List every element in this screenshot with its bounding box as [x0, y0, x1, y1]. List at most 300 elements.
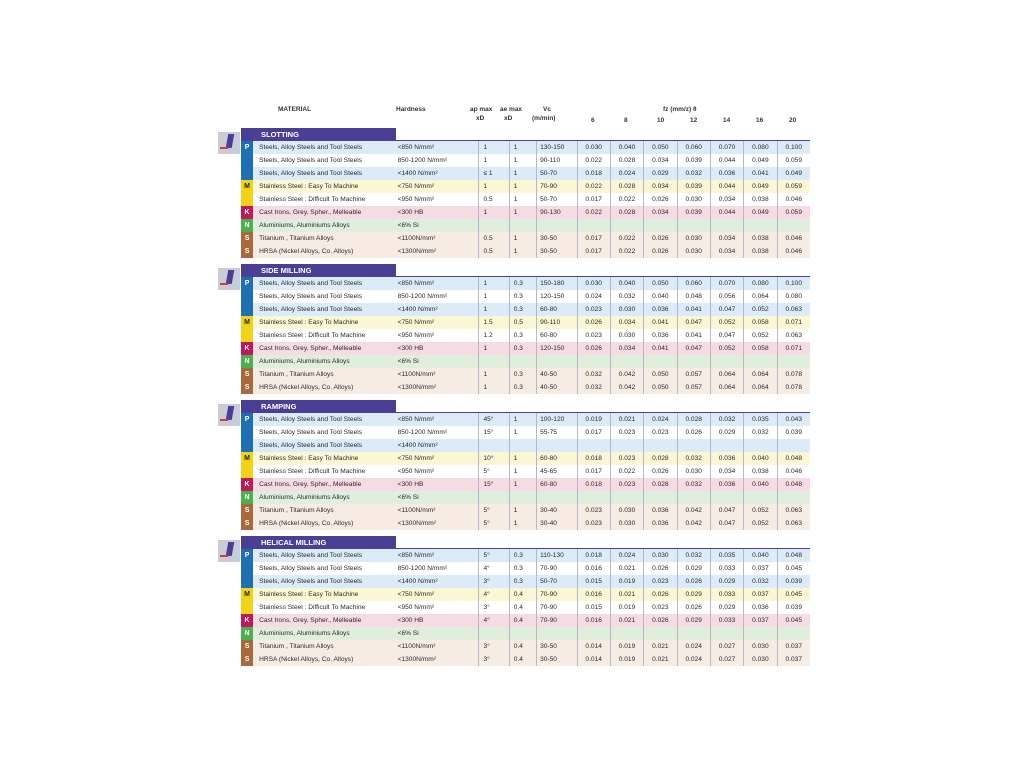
- fz-cell: 0.030: [610, 504, 643, 517]
- material-cell: Titanium , Titanium Alloys: [253, 368, 393, 381]
- hardness-cell: <750 N/mm²: [394, 588, 479, 601]
- fz-cell: [777, 627, 810, 640]
- hardness-cell: <1100N/mm²: [394, 504, 479, 517]
- fz-cell: 0.063: [777, 504, 810, 517]
- material-class-badge: P: [241, 277, 253, 290]
- table-row: [241, 426, 810, 439]
- fz-cell: 0.018: [577, 452, 610, 465]
- ae-max-cell: 1: [509, 426, 536, 439]
- section-title: SLOTTING: [241, 128, 396, 141]
- ae-max-cell: 1: [509, 504, 536, 517]
- table-row: [241, 180, 810, 193]
- fz-cell: 0.021: [644, 640, 677, 653]
- material-class-badge: N: [241, 627, 253, 640]
- fz-cell: [610, 439, 643, 452]
- table-row: [241, 219, 810, 232]
- vc-cell: 50-70: [537, 575, 577, 588]
- fz-cell: 0.032: [577, 381, 610, 394]
- fz-cell: 0.021: [610, 562, 643, 575]
- fz-cell: 0.040: [644, 290, 677, 303]
- fz-cell: 0.016: [577, 614, 610, 627]
- fz-cell: 0.064: [744, 290, 777, 303]
- vc-cell: 70-90: [537, 601, 577, 614]
- header-fz-col: 12: [690, 117, 698, 124]
- section-title: HELICAL MILLING: [241, 536, 396, 549]
- fz-cell: [710, 627, 743, 640]
- fz-cell: 0.041: [744, 167, 777, 180]
- fz-cell: 0.042: [677, 504, 710, 517]
- vc-cell: 40-50: [537, 368, 577, 381]
- hardness-cell: 850-1200 N/mm²: [394, 562, 479, 575]
- header-ap-unit: xD: [476, 115, 485, 122]
- fz-cell: 0.064: [710, 368, 743, 381]
- table-row: [241, 465, 810, 478]
- table-row: [241, 478, 810, 491]
- fz-cell: 0.060: [677, 277, 710, 290]
- table-header: [218, 102, 810, 128]
- hardness-cell: <750 N/mm²: [394, 452, 479, 465]
- fz-cell: 0.049: [744, 180, 777, 193]
- header-vc-unit: (m/min): [532, 115, 556, 122]
- fz-cell: 0.029: [677, 562, 710, 575]
- fz-cell: 0.039: [777, 426, 810, 439]
- fz-cell: [744, 439, 777, 452]
- ae-max-cell: 0.4: [509, 601, 536, 614]
- ae-max-cell: 1: [509, 517, 536, 530]
- ae-max-cell: 0.3: [509, 575, 536, 588]
- fz-cell: 0.026: [644, 232, 677, 245]
- material-class-badge: [241, 167, 253, 180]
- table-row: [241, 154, 810, 167]
- hardness-cell: <6% Si: [394, 627, 479, 640]
- fz-cell: 0.015: [577, 601, 610, 614]
- material-class-badge: [241, 601, 253, 614]
- table-row: [241, 549, 810, 562]
- vc-cell: 30-50: [537, 245, 577, 258]
- vc-cell: 70-90: [537, 562, 577, 575]
- ae-max-cell: 0.3: [509, 342, 536, 355]
- material-cell: Titanium , Titanium Alloys: [253, 504, 393, 517]
- material-class-badge: [241, 465, 253, 478]
- fz-cell: [744, 219, 777, 232]
- fz-cell: 0.019: [610, 575, 643, 588]
- fz-cell: [677, 491, 710, 504]
- fz-cell: 0.028: [644, 452, 677, 465]
- fz-cell: 0.052: [710, 316, 743, 329]
- material-cell: Stainless Steel : Difficult To Machine: [253, 601, 393, 614]
- fz-cell: [777, 355, 810, 368]
- material-cell: Cast Irons, Grey, Spher., Melleable: [253, 478, 393, 491]
- vc-cell: 90-110: [537, 154, 577, 167]
- ae-max-cell: 1: [509, 180, 536, 193]
- material-cell: Stainless Steel : Difficult To Machine: [253, 193, 393, 206]
- material-class-badge: K: [241, 614, 253, 627]
- fz-cell: 0.038: [744, 245, 777, 258]
- material-class-badge: [241, 426, 253, 439]
- fz-cell: 0.034: [710, 232, 743, 245]
- table-row: [241, 601, 810, 614]
- header-fz-col: 6: [591, 117, 595, 124]
- ap-max-cell: 5°: [479, 465, 509, 478]
- ap-max-cell: 3°: [479, 653, 509, 666]
- fz-cell: 0.017: [577, 465, 610, 478]
- fz-cell: 0.026: [677, 575, 710, 588]
- material-cell: Steels, Alloy Steels and Tool Steels: [253, 413, 393, 426]
- section-helical-milling: [218, 536, 810, 672]
- table-row: [241, 504, 810, 517]
- table-row: [241, 277, 810, 290]
- ap-max-cell: [479, 355, 509, 368]
- fz-cell: [610, 219, 643, 232]
- ap-max-cell: 15°: [479, 426, 509, 439]
- fz-cell: 0.070: [710, 141, 743, 154]
- fz-cell: [610, 355, 643, 368]
- ap-max-cell: 3°: [479, 601, 509, 614]
- fz-cell: 0.021: [644, 653, 677, 666]
- fz-cell: [577, 355, 610, 368]
- ap-max-cell: 1: [479, 303, 509, 316]
- fz-cell: [710, 219, 743, 232]
- vc-cell: 30-50: [537, 653, 577, 666]
- fz-cell: 0.032: [710, 413, 743, 426]
- fz-cell: 0.032: [677, 549, 710, 562]
- fz-cell: 0.019: [577, 413, 610, 426]
- fz-cell: 0.036: [644, 504, 677, 517]
- fz-cell: 0.019: [610, 640, 643, 653]
- fz-cell: [710, 439, 743, 452]
- table-row: [241, 290, 810, 303]
- fz-cell: 0.078: [777, 368, 810, 381]
- hardness-cell: <1300N/mm²: [394, 245, 479, 258]
- fz-cell: [644, 219, 677, 232]
- vc-cell: 30-40: [537, 504, 577, 517]
- material-cell: HRSA (Nickel Alloys, Co. Alloys): [253, 245, 393, 258]
- fz-cell: 0.032: [577, 368, 610, 381]
- table-row: [241, 627, 810, 640]
- section-side-milling: [218, 264, 810, 400]
- fz-cell: 0.026: [644, 588, 677, 601]
- fz-cell: 0.038: [744, 232, 777, 245]
- ap-max-cell: 5°: [479, 504, 509, 517]
- fz-cell: 0.034: [610, 342, 643, 355]
- table-row: [241, 562, 810, 575]
- fz-cell: 0.017: [577, 232, 610, 245]
- fz-cell: 0.042: [610, 368, 643, 381]
- fz-cell: 0.039: [677, 154, 710, 167]
- fz-cell: 0.021: [610, 588, 643, 601]
- table-row: [241, 381, 810, 394]
- fz-cell: 0.032: [610, 290, 643, 303]
- fz-cell: 0.043: [777, 413, 810, 426]
- fz-cell: 0.050: [644, 277, 677, 290]
- fz-cell: 0.032: [677, 452, 710, 465]
- hardness-cell: 850-1200 N/mm²: [394, 426, 479, 439]
- vc-cell: 70-90: [537, 614, 577, 627]
- hardness-cell: <300 HB: [394, 206, 479, 219]
- fz-cell: 0.021: [610, 614, 643, 627]
- ap-max-cell: 0.5: [479, 245, 509, 258]
- ae-max-cell: 0.5: [509, 316, 536, 329]
- vc-cell: 30-40: [537, 517, 577, 530]
- ap-max-cell: 1: [479, 154, 509, 167]
- fz-cell: 0.041: [677, 329, 710, 342]
- material-cell: Titanium , Titanium Alloys: [253, 232, 393, 245]
- fz-cell: 0.040: [610, 277, 643, 290]
- fz-cell: 0.034: [710, 193, 743, 206]
- vc-cell: 120-150: [537, 290, 577, 303]
- ap-max-cell: 4°: [479, 562, 509, 575]
- ae-max-cell: [509, 355, 536, 368]
- fz-cell: 0.080: [744, 141, 777, 154]
- fz-cell: [744, 491, 777, 504]
- fz-cell: 0.029: [710, 575, 743, 588]
- table-row: [241, 575, 810, 588]
- hardness-cell: <1300N/mm²: [394, 653, 479, 666]
- fz-cell: 0.023: [577, 329, 610, 342]
- ae-max-cell: 0.3: [509, 549, 536, 562]
- fz-cell: 0.027: [710, 640, 743, 653]
- fz-cell: 0.018: [577, 167, 610, 180]
- fz-cell: 0.040: [610, 141, 643, 154]
- fz-cell: 0.034: [644, 154, 677, 167]
- ap-max-cell: 1: [479, 277, 509, 290]
- fz-cell: [610, 627, 643, 640]
- material-class-badge: S: [241, 381, 253, 394]
- data-table: [241, 413, 810, 530]
- fz-cell: 0.023: [644, 575, 677, 588]
- ap-max-cell: 1: [479, 290, 509, 303]
- material-class-badge: S: [241, 653, 253, 666]
- fz-cell: 0.040: [744, 452, 777, 465]
- fz-cell: 0.026: [644, 193, 677, 206]
- hardness-cell: <300 HB: [394, 342, 479, 355]
- material-cell: Aluminiums, Aluminiums Alloys: [253, 219, 393, 232]
- fz-cell: 0.046: [777, 245, 810, 258]
- fz-cell: 0.048: [777, 452, 810, 465]
- fz-cell: 0.015: [577, 575, 610, 588]
- fz-cell: 0.024: [577, 290, 610, 303]
- fz-cell: 0.047: [677, 342, 710, 355]
- hardness-cell: <1400 N/mm²: [394, 575, 479, 588]
- fz-cell: 0.044: [710, 154, 743, 167]
- ae-max-cell: 1: [509, 245, 536, 258]
- table-row: [241, 491, 810, 504]
- fz-cell: 0.036: [644, 329, 677, 342]
- fz-cell: 0.034: [644, 206, 677, 219]
- vc-cell: 130-150: [537, 141, 577, 154]
- fz-cell: 0.050: [644, 141, 677, 154]
- fz-cell: 0.030: [610, 303, 643, 316]
- material-cell: Steels, Alloy Steels and Tool Steels: [253, 549, 393, 562]
- material-class-badge: N: [241, 491, 253, 504]
- material-class-badge: K: [241, 478, 253, 491]
- table-row: [241, 614, 810, 627]
- fz-cell: 0.033: [710, 562, 743, 575]
- fz-cell: 0.048: [677, 290, 710, 303]
- section-banner: [218, 264, 810, 277]
- material-class-badge: P: [241, 413, 253, 426]
- material-cell: Titanium , Titanium Alloys: [253, 640, 393, 653]
- material-class-badge: N: [241, 219, 253, 232]
- fz-cell: 0.056: [710, 290, 743, 303]
- hardness-cell: <1300N/mm²: [394, 381, 479, 394]
- ae-max-cell: 0.4: [509, 588, 536, 601]
- material-cell: Steels, Alloy Steels and Tool Steels: [253, 439, 393, 452]
- material-class-badge: K: [241, 206, 253, 219]
- ae-max-cell: [509, 439, 536, 452]
- vc-cell: 90-110: [537, 316, 577, 329]
- fz-cell: 0.100: [777, 141, 810, 154]
- vc-cell: 55-75: [537, 426, 577, 439]
- ap-max-cell: ≤ 1: [479, 167, 509, 180]
- fz-cell: 0.022: [610, 245, 643, 258]
- vc-cell: 30-50: [537, 232, 577, 245]
- material-class-badge: [241, 575, 253, 588]
- table-row: [241, 167, 810, 180]
- table-row: [241, 245, 810, 258]
- fz-cell: 0.026: [677, 601, 710, 614]
- fz-cell: 0.034: [710, 245, 743, 258]
- fz-cell: [577, 439, 610, 452]
- fz-cell: 0.018: [577, 478, 610, 491]
- fz-cell: 0.030: [677, 193, 710, 206]
- fz-cell: 0.047: [710, 303, 743, 316]
- material-cell: Aluminiums, Aluminiums Alloys: [253, 355, 393, 368]
- fz-cell: 0.026: [677, 426, 710, 439]
- hardness-cell: <750 N/mm²: [394, 316, 479, 329]
- fz-cell: 0.044: [710, 180, 743, 193]
- ae-max-cell: [509, 627, 536, 640]
- material-cell: Steels, Alloy Steels and Tool Steels: [253, 426, 393, 439]
- vc-cell: 120-150: [537, 342, 577, 355]
- fz-cell: 0.042: [677, 517, 710, 530]
- fz-cell: [610, 491, 643, 504]
- table-row: [241, 206, 810, 219]
- ae-max-cell: 1: [509, 141, 536, 154]
- section-banner: [218, 536, 810, 549]
- table-row: [241, 517, 810, 530]
- fz-cell: 0.022: [610, 465, 643, 478]
- fz-cell: 0.030: [644, 549, 677, 562]
- fz-cell: 0.080: [744, 277, 777, 290]
- table-row: [241, 329, 810, 342]
- ae-max-cell: 1: [509, 232, 536, 245]
- ap-max-cell: 4°: [479, 614, 509, 627]
- ae-max-cell: 1: [509, 413, 536, 426]
- fz-cell: 0.029: [677, 588, 710, 601]
- ae-max-cell: 0.4: [509, 614, 536, 627]
- fz-cell: 0.038: [744, 465, 777, 478]
- fz-cell: [677, 219, 710, 232]
- fz-cell: 0.052: [744, 517, 777, 530]
- fz-cell: 0.046: [777, 193, 810, 206]
- fz-cell: 0.047: [710, 504, 743, 517]
- material-cell: Cast Irons, Grey, Spher., Melleable: [253, 206, 393, 219]
- fz-cell: [577, 219, 610, 232]
- fz-cell: 0.038: [744, 193, 777, 206]
- material-class-badge: P: [241, 549, 253, 562]
- material-cell: Cast Irons, Grey, Spher., Melleable: [253, 614, 393, 627]
- hardness-cell: <6% Si: [394, 491, 479, 504]
- material-class-badge: [241, 193, 253, 206]
- header-fz-col: 14: [723, 117, 731, 124]
- vc-cell: [537, 439, 577, 452]
- data-table: [241, 141, 810, 258]
- fz-cell: 0.026: [644, 465, 677, 478]
- fz-cell: 0.046: [777, 465, 810, 478]
- fz-cell: 0.027: [710, 653, 743, 666]
- hardness-cell: <1300N/mm²: [394, 517, 479, 530]
- fz-cell: 0.028: [677, 413, 710, 426]
- fz-cell: 0.023: [644, 601, 677, 614]
- fz-cell: 0.028: [644, 478, 677, 491]
- ap-max-cell: [479, 491, 509, 504]
- fz-cell: [777, 439, 810, 452]
- fz-cell: 0.036: [644, 303, 677, 316]
- header-fz-col: 20: [789, 117, 797, 124]
- ap-max-cell: [479, 627, 509, 640]
- vc-cell: [537, 491, 577, 504]
- fz-cell: 0.039: [677, 180, 710, 193]
- table-row: [241, 413, 810, 426]
- fz-cell: 0.033: [710, 588, 743, 601]
- material-class-badge: K: [241, 342, 253, 355]
- material-cell: Steels, Alloy Steels and Tool Steels: [253, 141, 393, 154]
- vc-cell: 60-80: [537, 478, 577, 491]
- data-table: [241, 277, 810, 394]
- fz-cell: [644, 491, 677, 504]
- material-class-badge: [241, 439, 253, 452]
- hardness-cell: <850 N/mm²: [394, 549, 479, 562]
- ap-max-cell: 1: [479, 368, 509, 381]
- table-row: [241, 193, 810, 206]
- fz-cell: 0.049: [744, 154, 777, 167]
- hardness-cell: <950 N/mm²: [394, 465, 479, 478]
- ap-max-cell: 1: [479, 180, 509, 193]
- fz-cell: [744, 627, 777, 640]
- fz-cell: 0.064: [744, 381, 777, 394]
- ap-max-cell: 1: [479, 342, 509, 355]
- fz-cell: 0.049: [777, 167, 810, 180]
- material-class-badge: N: [241, 355, 253, 368]
- material-cell: Stainless Steel : Difficult To Machine: [253, 329, 393, 342]
- fz-cell: 0.017: [577, 426, 610, 439]
- material-cell: Steels, Alloy Steels and Tool Steels: [253, 303, 393, 316]
- ae-max-cell: 1: [509, 452, 536, 465]
- fz-cell: 0.048: [777, 478, 810, 491]
- material-cell: Stainless Steel : Easy To Machine: [253, 180, 393, 193]
- fz-cell: 0.030: [677, 245, 710, 258]
- fz-cell: 0.078: [777, 381, 810, 394]
- fz-cell: 0.041: [644, 316, 677, 329]
- fz-cell: 0.023: [577, 517, 610, 530]
- fz-cell: 0.029: [710, 601, 743, 614]
- table-row: [241, 141, 810, 154]
- section-ramping: [218, 400, 810, 536]
- ae-max-cell: 1: [509, 206, 536, 219]
- table-row: [241, 303, 810, 316]
- material-class-badge: [241, 562, 253, 575]
- fz-cell: 0.058: [744, 316, 777, 329]
- material-class-badge: P: [241, 141, 253, 154]
- fz-cell: 0.050: [644, 381, 677, 394]
- ap-max-cell: 3°: [479, 640, 509, 653]
- material-cell: Steels, Alloy Steels and Tool Steels: [253, 562, 393, 575]
- fz-cell: 0.029: [644, 167, 677, 180]
- hardness-cell: <1400 N/mm²: [394, 303, 479, 316]
- fz-cell: 0.026: [644, 614, 677, 627]
- header-ae-unit: xD: [504, 115, 513, 122]
